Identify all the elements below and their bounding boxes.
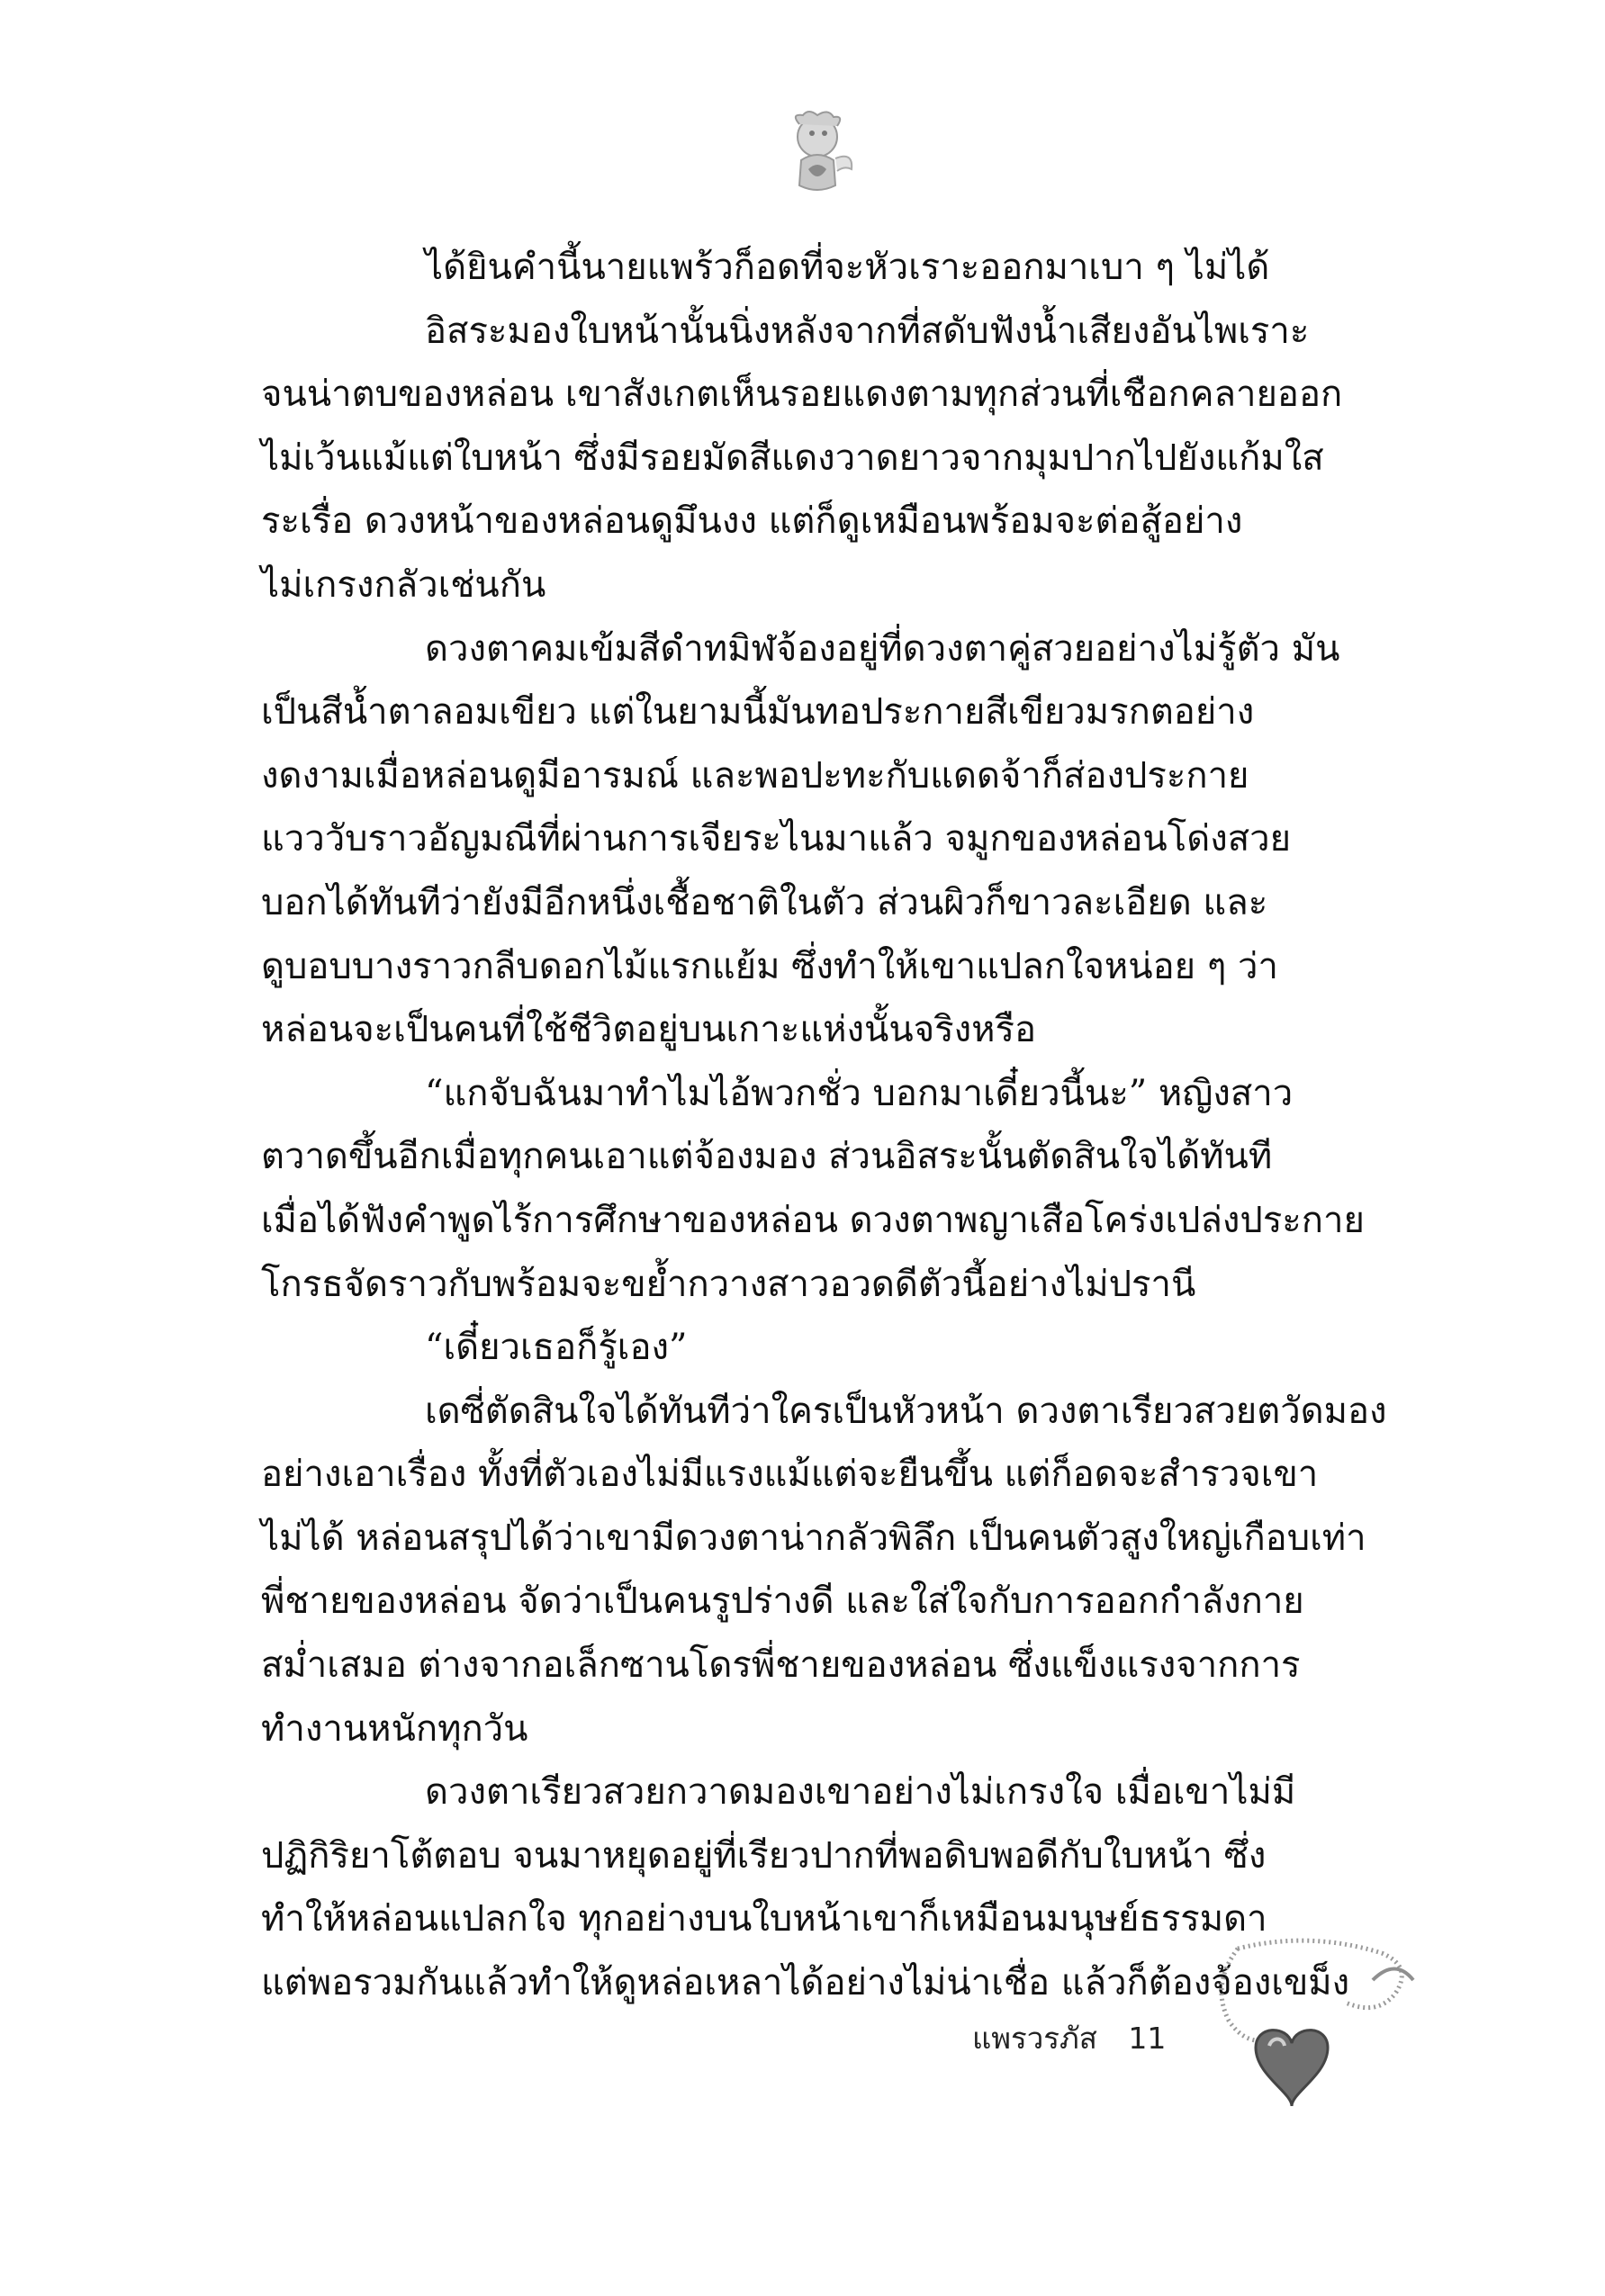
page-footer (972, 2014, 1166, 2062)
heart-necklace-ornament-icon (1202, 1931, 1427, 2124)
text-line: งดงามเมื่อหล่อนดูมีอารมณ์ และพอปะทะกับแดดจ้าก็ส่องประกาย (261, 754, 1249, 797)
text-line: ไม่เกรงกลัวเช่นกัน (261, 563, 546, 606)
text-line: โกรธจัดราวกับพร้อมจะขย้ำกวางสาวอวดดีตัวนี้อย่างไม่ปรานี (261, 1263, 1196, 1305)
text-line: พี่ชายของหล่อน จัดว่าเป็นคนรูปร่างดี และใส่ใจกับการออกกำลังกาย (261, 1580, 1304, 1623)
text-line: ดวงตาคมเข้มสีดำทมิฬจ้องอยู่ที่ดวงตาคู่สวยอย่างไม่รู้ตัว มัน (425, 627, 1340, 670)
text-line: ได้ยินคำนี้นายแพร้วก็อดที่จะหัวเราะออกมาเบา ๆ ไม่ได้ (425, 247, 1270, 288)
text-line: ไม่ได้ หล่อนสรุปได้ว่าเขามีดวงตาน่ากลัวพิลึก เป็นคนตัวสูงใหญ่เกือบเท่า (261, 1517, 1366, 1559)
book-title: แพรวรภัส (972, 2021, 1097, 2056)
text-line: อย่างเอาเรื่อง ทั้งที่ตัวเองไม่มีแรงแม้แต่จะยืนขึ้น แต่ก็อดจะสำรวจเขา (261, 1454, 1319, 1496)
body-text (261, 236, 1422, 2015)
text-line: แวววับราวอัญมณีที่ผ่านการเจียระไนมาแล้ว จมูกของหล่อนโด่งสวย (261, 818, 1292, 860)
text-line: ทำให้หล่อนแปลกใจ ทุกอย่างบนใบหน้าเขาก็เหมือนมนุษย์ธรรมดา (261, 1898, 1267, 1940)
text-line: ระเรื่อ ดวงหน้าของหล่อนดูมึนงง แต่ก็ดูเหมือนพร้อมจะต่อสู้อย่าง (261, 500, 1243, 543)
text-line: ปฏิกิริยาโต้ตอบ จนมาหยุดอยู่ที่เรียวปากที่พอดิบพอดีกับใบหน้า ซึ่ง (261, 1834, 1267, 1877)
text-line: แต่พอรวมกันแล้วทำให้ดูหล่อเหลาได้อย่างไม่น่าเชื่อ แล้วก็ต้องจ้องเขม็ง (261, 1962, 1350, 2004)
text-line: เมื่อได้ฟังคำพูดไร้การศึกษาของหล่อน ดวงตาพญาเสือโคร่งเปล่งประกาย (261, 1199, 1365, 1241)
text-line: เดซี่ตัดสินใจได้ทันทีว่าใครเป็นหัวหน้า ดวงตาเรียวสวยตวัดมอง (425, 1390, 1387, 1432)
cherub-ornament-icon (781, 106, 857, 196)
text-line: ดูบอบบางราวกลีบดอกไม้แรกแย้ม ซึ่งทำให้เขาแปลกใจหน่อย ๆ ว่า (261, 945, 1278, 987)
text-line: ทำงานหนักทุกวัน (261, 1707, 528, 1750)
page-number: 11 (1128, 2021, 1167, 2056)
text-line: “เดี๋ยวเธอก็รู้เอง” (425, 1327, 688, 1369)
text-line: บอกได้ทันทีว่ายังมีอีกหนึ่งเชื้อชาติในตัว ส่วนผิวก็ขาวละเอียด และ (261, 881, 1268, 923)
text-line: จนน่าตบของหล่อน เขาสังเกตเห็นรอยแดงตามทุกส่วนที่เชือกคลายออก (261, 374, 1343, 416)
text-line: ไม่เว้นแม้แต่ใบหน้า ซึ่งมีรอยมัดสีแดงวาดยาวจากมุมปากไปยังแก้มใส (261, 437, 1324, 479)
text-line: หล่อนจะเป็นคนที่ใช้ชีวิตอยู่บนเกาะแห่งนั้นจริงหรือ (261, 1009, 1037, 1051)
text-line: อิสระมองใบหน้านั้นนิ่งหลังจากที่สดับฟังน้ำเสียงอันไพเราะ (425, 310, 1310, 352)
text-line: สม่ำเสมอ ต่างจากอเล็กซานโดรพี่ชายของหล่อน ซึ่งแข็งแรงจากการ (261, 1644, 1301, 1687)
text-line: “แกจับฉันมาทำไมไอ้พวกชั่ว บอกมาเดี๋ยวนี้นะ” หญิงสาว (425, 1072, 1294, 1114)
text-line: ดวงตาเรียวสวยกวาดมองเขาอย่างไม่เกรงใจ เมื่อเขาไม่มี (425, 1771, 1296, 1814)
text-line: เป็นสีน้ำตาลอมเขียว แต่ในยามนี้มันทอประกายสีเขียวมรกตอย่าง (261, 691, 1255, 734)
text-line: ตวาดขึ้นอีกเมื่อทุกคนเอาแต่จ้องมอง ส่วนอิสระนั้นตัดสินใจได้ทันที (261, 1136, 1273, 1178)
